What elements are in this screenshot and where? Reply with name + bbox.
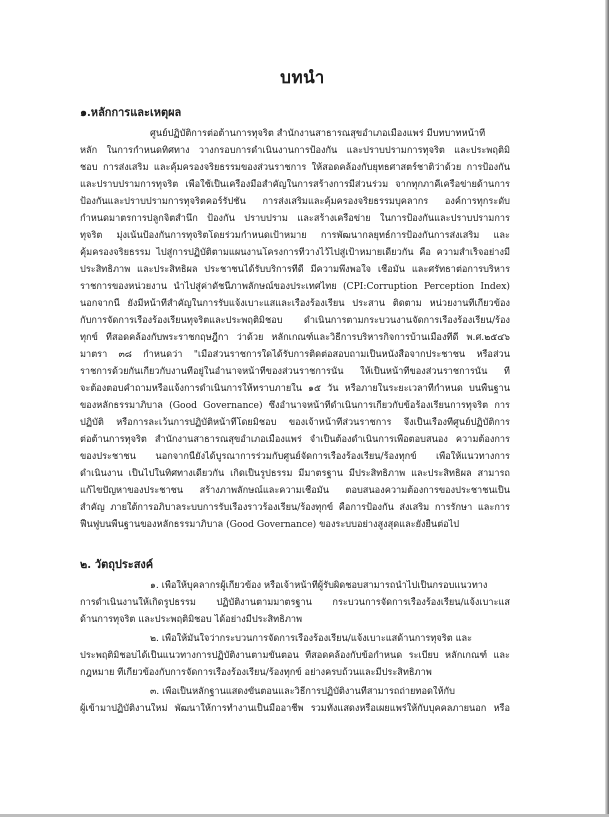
- section-heading-rationale: ๑.หลักการและเหตุผล: [80, 106, 182, 119]
- paragraph-line: ประสิทธิภาพ และประสิทธิผล ประชาชนได้รับบริการที่ดี มีความพึงพอใจ เชื่อมั่น และศรัทธาต่อการบริหาร: [80, 264, 510, 275]
- page-title: บทนำ: [280, 68, 325, 88]
- section-heading-objectives: ๒. วัตถุประสงค์: [80, 558, 154, 571]
- page-edge-shadow-right: [605, 0, 609, 817]
- paragraph-line: ชอบ การส่งเสริม และคุ้มครองจริยธรรมของส่วนราชการ ให้สอดคล้องกับยุทธศาสตร์ชาติว่าด้วย การป้องกัน: [80, 162, 510, 173]
- paragraph-line: ดำเนินงาน เป็นไปในทิศทางเดียวกัน เกิดเป็นรูปธรรม มีมาตรฐาน มีประสิทธิภาพ และประสิทธิผล สามารถ: [80, 468, 510, 479]
- paragraph-line: ๓. เพื่อเป็นหลักฐานแสดงขั้นตอนและวิธีการปฏิบัติงานที่สามารถถ่ายทอดให้กับ: [150, 686, 455, 697]
- paragraph-line: กับการจัดการเรื่องร้องเรียนทุจริตและประพฤติมิชอบ ดำเนินการตามกระบวนงานจัดการเรื่องร้องเรียน/ร้อง: [80, 315, 510, 326]
- paragraph-line: กำหนดมาตรการปลูกจิตสำนึก ป้องกัน ปราบปราม และสร้างเครือข่าย ในการป้องกันและปราบปรามการ: [80, 213, 510, 224]
- paragraph-line: ป้องกันและปราบปรามการทุจริตคอร์รัปชั่น การส่งเสริมและคุ้มครองจริยธรรมบุคลากร องค์การทุกระดับ: [80, 196, 510, 207]
- paragraph-line: นอกจากนี้ ยังมีหน้าที่สำคัญในการรับแจ้งเบาะแสและเรื่องร้องเรียน ประสาน ติดตาม หน่วยงานที่เกี่ยวข้อง: [80, 298, 510, 309]
- paragraph-line: ปฏิบัติ หรือการละเว้นการปฏิบัติหน้าที่โดยมิชอบ ของเจ้าหน้าที่ส่วนราชการ จึงเป็นเรื่องที่ศูนย์ปฏิบัติการ: [80, 417, 510, 428]
- paragraph-line: ฟื้นฟูบนพื้นฐานของหลักธรรมาภิบาล (Good Governance) ของระบบอย่างสูงสุดและยั่งยืนต่อไป: [80, 519, 460, 530]
- paragraph-line: ราชการของหน่วยงาน นำไปสู่ค่าดัชนีภาพลักษณ์ของประเทศไทย (CPI:Corruption Perception Index): [80, 281, 510, 292]
- paragraph-line: หลัก ในการกำหนดทิศทาง วางกรอบการดำเนินงานการป้องกัน และปราบปรามการทุจริต และประพฤติมิ: [80, 145, 510, 156]
- paragraph-line: ประพฤติมิชอบได้เป็นแนวทางการปฏิบัติงานตามขั้นตอน ที่สอดคล้องกับข้อกำหนด ระเบียบ หลักเกณฑ์ และ: [80, 650, 510, 661]
- paragraph-line: ๑. เพื่อให้บุคลากรผู้เกี่ยวข้อง หรือเจ้าหน้าที่ผู้รับผิดชอบสามารถนำไปเป็นกรอบแนวทาง: [150, 580, 488, 591]
- paragraph-line: คุ้มครองจริยธรรม ไปสู่การปฏิบัติตามแผนงานโครงการที่วางไว้ไปสู่เป้าหมายเดียวกัน คือ ความสำเร็จอย่างมี: [80, 247, 510, 258]
- paragraph-line: ทุกข์ ที่สอดคล้องกับพระราชกฤษฎีกา ว่าด้วย หลักเกณฑ์และวิธีการบริหารกิจการบ้านเมืองที่ดี พ.ศ.๒๕๔๖: [80, 332, 510, 343]
- paragraph-line: แก้ไขปัญหาของประชาชน สร้างภาพลักษณ์และความเชื่อมั่น ตอบสนองความต้องการของประชาชนเป็น: [80, 485, 510, 496]
- paragraph-line: ของหลักธรรมาภิบาล (Good Governance) ซึ่งอำนาจหน้าที่ดำเนินการเกี่ยวกับข้อร้องเรียนการทุจริต การ: [80, 400, 510, 411]
- paragraph-line: ด้านการทุจริต และประพฤติมิชอบ ได้อย่างมีประสิทธิภาพ: [80, 614, 303, 625]
- paragraph-line: การดำเนินงานให้เกิดรูปธรรม ปฏิบัติงานตามมาตรฐาน กระบวนการจัดการเรื่องร้องเรียน/แจ้งเบาะแส: [80, 597, 510, 608]
- paragraph-line: ทุจริต มุ่งเน้นป้องกันการทุจริตโดยร่วมกำหนดเป้าหมาย การพัฒนากลยุทธ์การป้องกันการส่งเสริม และ: [80, 230, 510, 241]
- paragraph-line: ศูนย์ปฏิบัติการต่อต้านการทุจริต สำนักงานสาธารณสุขอำเภอเมืองแพร่ มีบทบาทหน้าที่: [150, 128, 486, 139]
- paragraph-line: มาตรา ๓๘ กำหนดว่า "เมื่อส่วนราชการใดได้รับการติดต่อสอบถามเป็นหนังสือจากประชาชน หรือส่วน: [80, 349, 510, 360]
- paragraph-line: และปราบปรามการทุจริต เพื่อใช้เป็นเครื่องมือสำคัญในการสร้างการมีส่วนร่วม จากทุกภาคีเครือข่ายด้านการ: [80, 179, 510, 190]
- paragraph-line: ต่อต้านการทุจริต สำนักงานสาธารณสุขอำเภอเมืองแพร่ จำเป็นต้องดำเนินการเพื่อตอบสนอง ความต้องการ: [80, 434, 510, 445]
- paragraph-line: ผู้เข้ามาปฏิบัติงานใหม่ พัฒนาให้การทำงานเป็นมืออาชีพ รวมทั้งแสดงหรือเผยแพร่ให้กับบุคคลภายนอก หรือ: [80, 703, 510, 714]
- paragraph-line: ๒. เพื่อให้มั่นใจว่ากระบวนการจัดการเรื่องร้องเรียน/แจ้งเบาะแสด้านการทุจริต และ: [150, 633, 473, 644]
- paragraph-line: กฎหมาย ที่เกี่ยวข้องกับการจัดการเรื่องร้องเรียน/ร้องทุกข์ อย่างครบถ้วนและมีประสิทธิภาพ: [80, 667, 432, 678]
- paragraph-line: สำคัญ ภายใต้การอภิบาลระบบการรับเรื่องราวร้องเรียน/ร้องทุกข์ คือการป้องกัน ส่งเสริม การรักษา และการ: [80, 502, 510, 513]
- paragraph-line: ของประชาชน นอกจากนี้ยังได้บูรณาการร่วมกับศูนย์จัดการเรื่องร้องเรียน/ร้องทุกข์ เพื่อให้แนวทางการ: [80, 451, 510, 462]
- paragraph-line: จะต้องตอบคำถามหรือแจ้งการดำเนินการให้ทราบภายใน ๑๕ วัน หรือภายในระยะเวลาที่กำหนด บนพื้นฐาน: [80, 383, 510, 394]
- paragraph-line: ราชการด้วยกันเกี่ยวกับงานที่อยู่ในอำนาจหน้าที่ของส่วนราชการนั้น ให้เป็นหน้าที่ของส่วนราชการนั้น ที่: [80, 366, 510, 377]
